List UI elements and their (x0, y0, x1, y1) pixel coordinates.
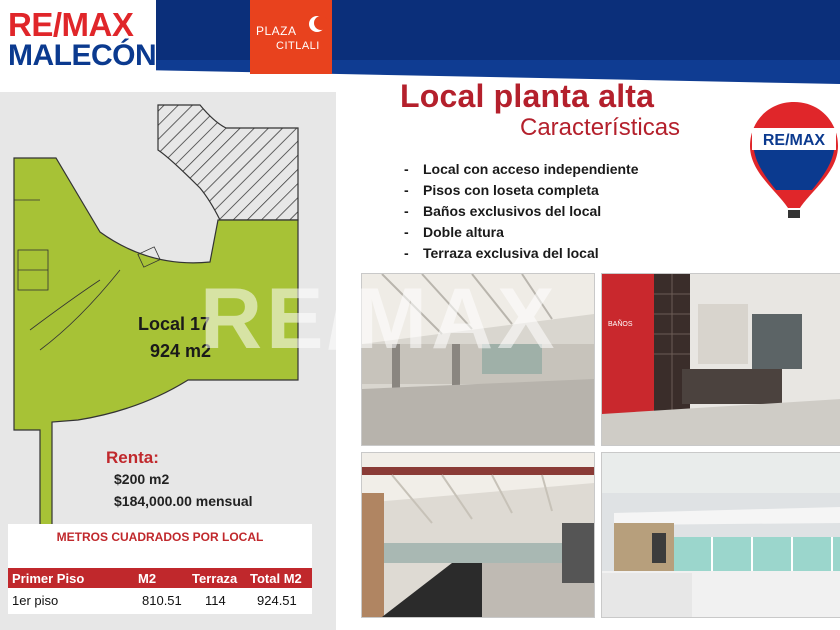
table-header-cell: Terraza (192, 571, 238, 586)
watermark: RE/MAX (200, 271, 559, 367)
table-cell: 924.51 (257, 593, 297, 608)
hatched-area (158, 105, 298, 220)
table-header-cell: M2 (138, 571, 157, 586)
feature-text: Baños exclusivos del local (423, 203, 602, 219)
remax-balloon-icon (748, 100, 840, 226)
table-cell: 810.51 (142, 593, 182, 608)
citlali-text: CITLALI (276, 40, 320, 52)
feature-text: Terraza exclusiva del local (423, 245, 599, 261)
table-cell: 114 (205, 593, 226, 608)
photo-interior-2 (601, 273, 840, 446)
renta-per-m2: $200 m2 (114, 471, 170, 487)
feature-text: Local con acceso independiente (423, 161, 639, 177)
photo-terrace (601, 452, 840, 618)
feature-item: - Terraza exclusiva del local (404, 245, 599, 261)
photo-interior-3 (361, 452, 595, 618)
feature-text: Pisos con loseta completa (423, 182, 599, 198)
table-cell: 1er piso (12, 593, 59, 608)
feature-item: - Local con acceso independiente (404, 161, 639, 177)
logo-malecon-text: MALECÓN (8, 39, 157, 72)
logo-remax-text: RE/MAX (8, 6, 134, 43)
feature-text: Doble altura (423, 224, 504, 240)
page-title: Local planta alta (400, 78, 655, 114)
feature-item: - Doble altura (404, 224, 504, 240)
table-header-cell: Primer Piso (12, 571, 85, 586)
plaza-text: PLAZA (256, 24, 297, 38)
renta-mensual: $184,000.00 mensual (114, 493, 253, 509)
table-title: METROS CUADRADOS POR LOCAL (56, 530, 264, 544)
local-area: 924 m2 (150, 341, 212, 361)
local-name: Local 17 (138, 314, 211, 334)
page-subtitle: Características (520, 114, 681, 141)
photo-sign-text: BAÑOS (608, 321, 633, 328)
balloon-text: RE/MAX (762, 132, 826, 149)
feature-item: - Baños exclusivos del local (404, 203, 602, 219)
moon-icon-cutout (314, 16, 328, 30)
feature-item: - Pisos con loseta completa (404, 182, 599, 198)
table-header-cell: Total M2 (250, 571, 302, 586)
renta-label: Renta: (106, 448, 159, 467)
